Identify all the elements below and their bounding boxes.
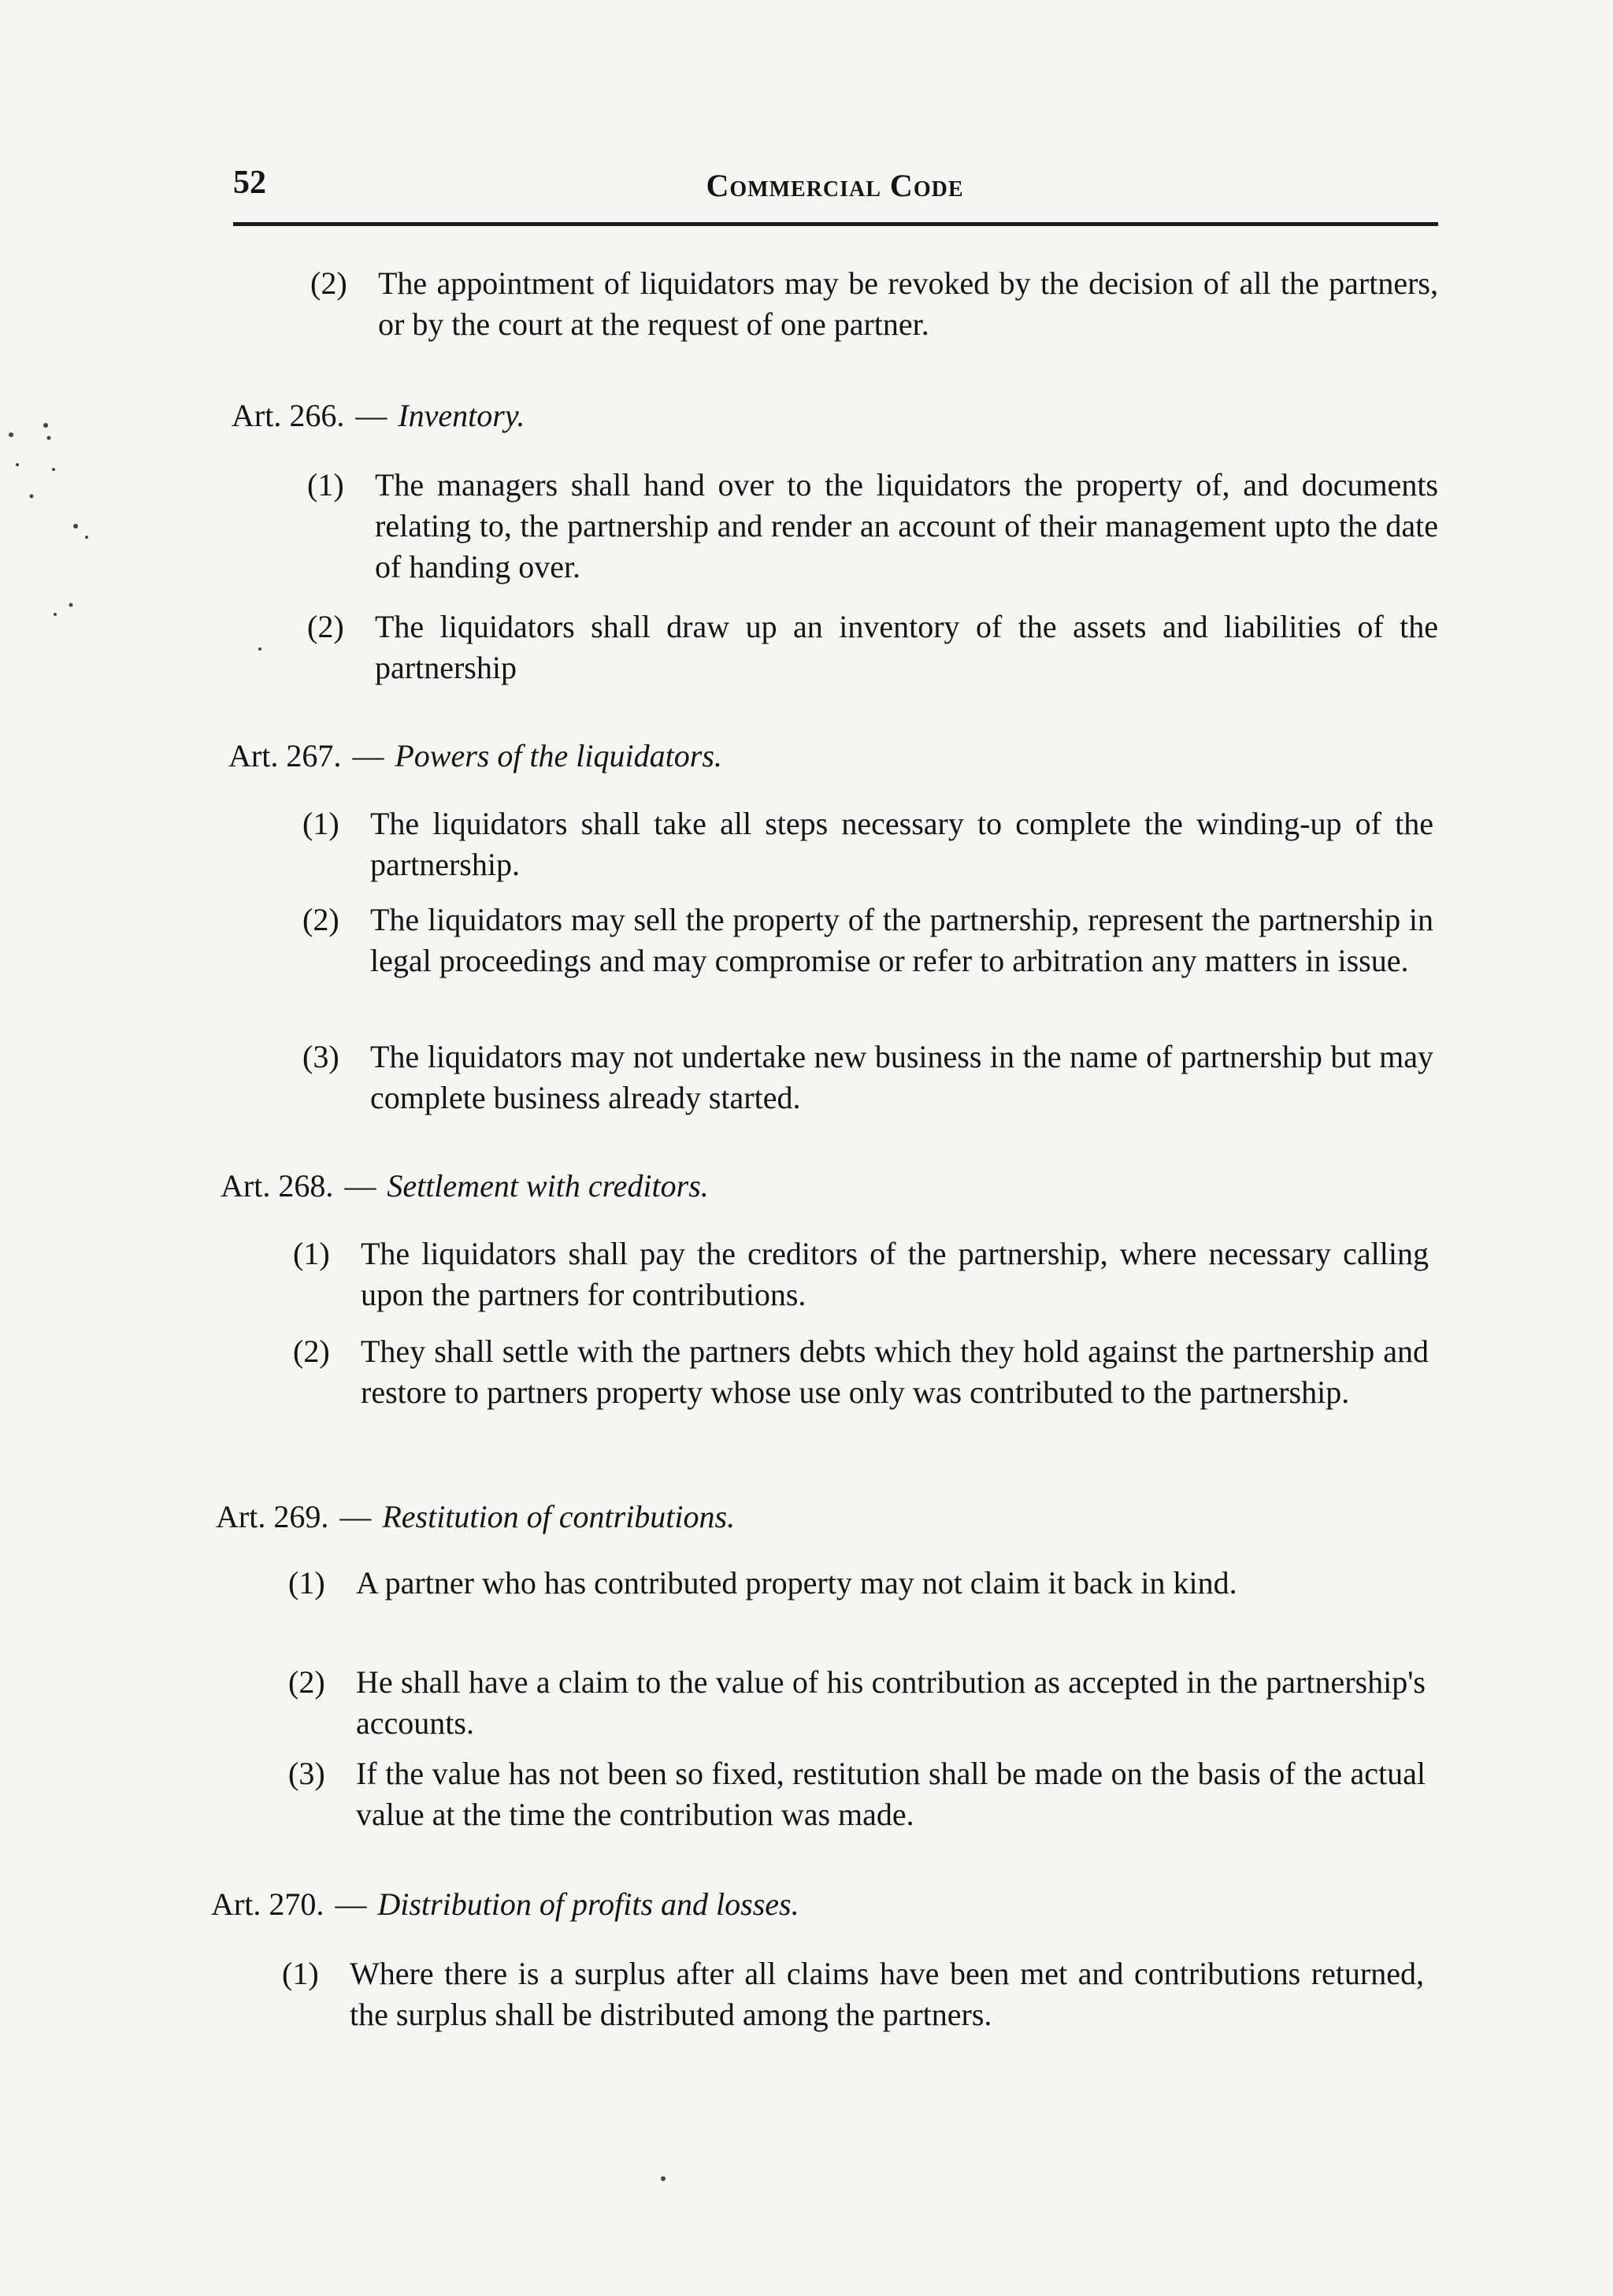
article-dash: — [352, 738, 384, 773]
paragraph-text: If the value has not been so fixed, restitution shall be made on the basis of the actual value at the time the contribution was made. [356, 1756, 1426, 1832]
paragraph-text: The liquidators shall draw up an inventory of the assets and liabilities of the partnership [375, 609, 1438, 685]
article-number: Art. 270. [211, 1886, 324, 1922]
paragraph-label: (2) [302, 902, 339, 937]
paragraph-text: The liquidators shall pay the creditors of the partnership, where necessary calling upon the partners for contributions. [361, 1236, 1429, 1312]
paragraph-label: (3) [288, 1756, 325, 1791]
article-number: Art. 268. [221, 1168, 334, 1204]
paragraph-text: He shall have a claim to the value of his contribution as accepted in the partnership's accounts. [356, 1664, 1426, 1741]
paragraph-label: (2) [310, 265, 347, 301]
article-title: Settlement with creditors. [387, 1168, 709, 1204]
paragraph-label: (1) [302, 806, 339, 841]
paragraph-text: The liquidators may sell the property of the partnership, represent the partnership in legal proceedings and may compromise or refer to arbitration any matters in issue. [370, 902, 1433, 978]
paragraph-label: (1) [293, 1236, 330, 1271]
article-number: Art. 266. [232, 398, 345, 433]
paragraph-label: (2) [307, 609, 344, 644]
paragraph-label: (1) [307, 467, 344, 503]
article-dash: — [339, 1499, 372, 1534]
article-dash: — [355, 398, 387, 433]
paragraph-text: They shall settle with the partners debts which they hold against the partnership and restore to partners property whose use only was contributed to the partnership. [361, 1333, 1429, 1410]
paragraph-text: The appointment of liquidators may be revoked by the decision of all the partners, or by the court at the request of one partner. [378, 265, 1438, 342]
paragraph-text: Where there is a surplus after all claims have been met and contributions returned, the surplus shall be distributed among the partners. [350, 1956, 1424, 2032]
article-title: Inventory. [398, 398, 525, 433]
paragraph-label: (1) [288, 1565, 325, 1601]
article-dash: — [344, 1168, 376, 1204]
article-title: Distribution of profits and losses. [377, 1886, 799, 1922]
paragraph-text: The liquidators shall take all steps necessary to complete the winding-up of the partnership. [370, 806, 1433, 882]
paragraph-text: The managers shall hand over to the liquidators the property of, and documents relating to, the partnership and render an account of their management upto the date of handing over. [375, 467, 1438, 584]
paragraph-label: (1) [282, 1956, 319, 1991]
article-title: Powers of the liquidators. [395, 738, 722, 773]
article-number: Art. 267. [228, 738, 342, 773]
running-title: Commercial Code [706, 168, 964, 203]
paragraph-label: (2) [288, 1664, 325, 1700]
article-title: Restitution of contributions. [382, 1499, 736, 1534]
paragraph-text: The liquidators may not undertake new business in the name of partnership but may complete business already started. [370, 1039, 1433, 1115]
article-number: Art. 269. [216, 1499, 329, 1534]
page-number: 52 [233, 165, 266, 201]
article-dash: — [335, 1886, 367, 1922]
paragraph-text: A partner who has contributed property may not claim it back in kind. [356, 1565, 1237, 1601]
paragraph-label: (3) [302, 1039, 339, 1074]
paragraph-label: (2) [293, 1333, 330, 1369]
